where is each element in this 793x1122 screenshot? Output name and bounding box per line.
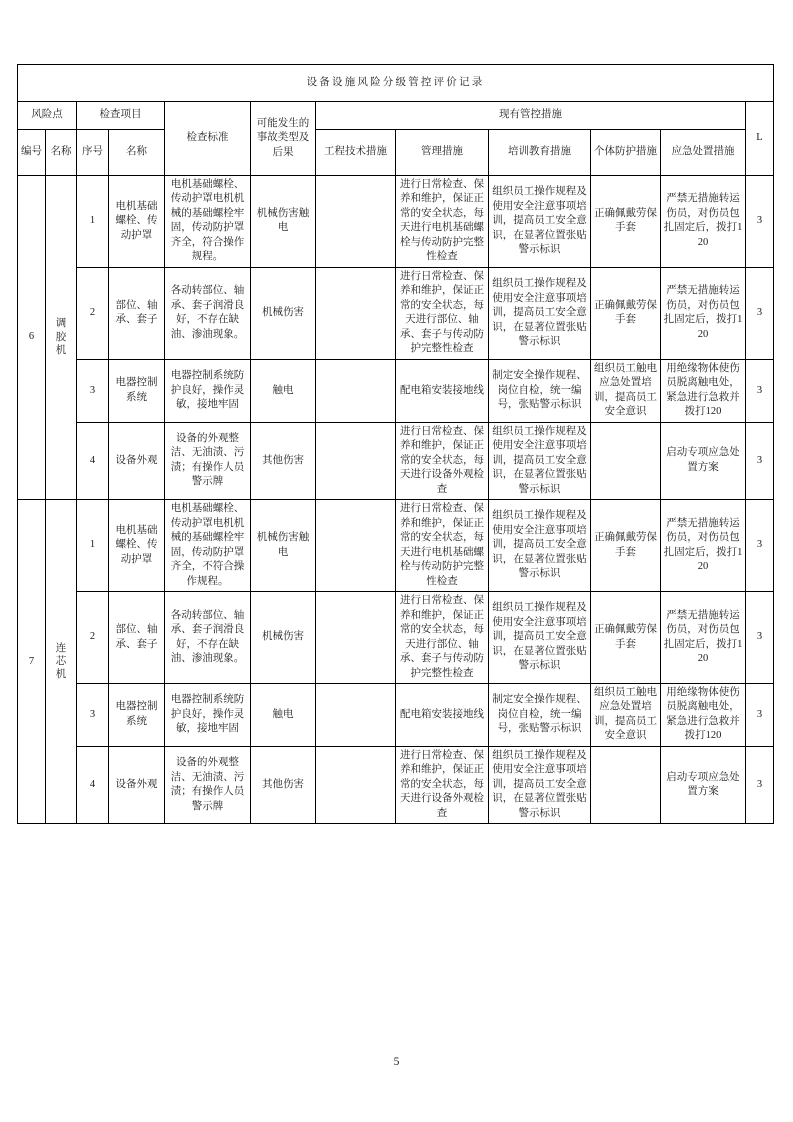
- table-row: [18, 746, 774, 823]
- row-item-name: 部位、轴承、套子: [109, 267, 165, 359]
- header-item-name: 名称: [109, 130, 165, 176]
- row-l-value: 3: [746, 746, 774, 823]
- page-number: 5: [393, 1056, 400, 1068]
- risk-point-name-char: 胶: [55, 331, 67, 343]
- row-training: 组织员工操作规程及使用安全注意事项培训，提高员工安全意识，在显著位置张贴警示标识: [489, 267, 591, 359]
- header-seq: 序号: [77, 130, 109, 176]
- row-item-name: 电机基础螺栓、传动护罩: [109, 176, 165, 268]
- header-name: 名称: [46, 130, 77, 176]
- header-risk-point: 风险点: [18, 102, 77, 130]
- row-standard: 电机基础螺栓、传动护罩电机机械的基础螺栓牢固，传动防护罩齐全，符合操作规程。: [165, 176, 251, 268]
- row-seq: 4: [77, 746, 109, 823]
- table-row: [18, 267, 774, 359]
- row-engineering: [316, 176, 396, 268]
- header-ppe: 个体防护措施: [591, 130, 661, 176]
- row-management: 进行日常检查、保养和维护，保证正常的安全状态，每天进行设备外观检查: [396, 422, 489, 499]
- row-training: 制定安全操作规程、岗位自检，统一编号，张贴警示标识: [489, 683, 591, 746]
- record-sheet: [17, 64, 773, 824]
- row-standard: 电器控制系统防护良好，操作灵敏，接地牢固: [165, 683, 251, 746]
- row-ppe: 正确佩戴劳保手套: [591, 592, 661, 684]
- row-engineering: [316, 359, 396, 422]
- row-l-value: 3: [746, 267, 774, 359]
- row-l-value: 3: [746, 359, 774, 422]
- header-engineering: 工程技术措施: [316, 130, 396, 176]
- row-ppe: 正确佩戴劳保手套: [591, 500, 661, 592]
- row-training: 组织员工操作规程及使用安全注意事项培训，提高员工安全意识，在显著位置张贴警示标识: [489, 592, 591, 684]
- row-item-name: 电机基础螺栓、传动护罩: [109, 500, 165, 592]
- header-existing-controls: 现有管控措施: [316, 102, 746, 130]
- row-emergency: 用绝缘物体使伤员脱离触电处，紧急进行急救并拨打120: [661, 359, 746, 422]
- row-l-value: 3: [746, 422, 774, 499]
- risk-point-name-char: 机: [55, 669, 67, 681]
- row-emergency: 严禁无措施转运伤员，对伤员包扎固定后，拨打120: [661, 592, 746, 684]
- row-standard: 设备的外观整洁、无油渍、污渍；有操作人员警示牌: [165, 422, 251, 499]
- row-ppe: 组织员工触电应急处置培训，提高员工安全意识: [591, 683, 661, 746]
- row-l-value: 3: [746, 683, 774, 746]
- row-ppe: [591, 746, 661, 823]
- row-accident: 其他伤害: [251, 422, 316, 499]
- row-seq: 3: [77, 683, 109, 746]
- row-management: 进行日常检查、保养和维护，保证正常的安全状态，每天进行设备外观检查: [396, 746, 489, 823]
- risk-point-name: [46, 176, 77, 500]
- row-management: 进行日常检查、保养和维护，保证正常的安全状态，每天进行电机基础螺栓与传动防护完整性检查: [396, 176, 489, 268]
- header-group-row: [18, 102, 774, 130]
- row-engineering: [316, 746, 396, 823]
- row-accident: 机械伤害: [251, 267, 316, 359]
- row-seq: 1: [77, 176, 109, 268]
- row-emergency: 用绝缘物体使伤员脱离触电处，紧急进行急救并拨打120: [661, 683, 746, 746]
- risk-point-code: 6: [18, 176, 46, 500]
- row-emergency: 严禁无措施转运伤员，对伤员包扎固定后，拨打120: [661, 176, 746, 268]
- header-standard: 检查标准: [165, 102, 251, 176]
- row-emergency: 严禁无措施转运伤员，对伤员包扎固定后，拨打120: [661, 267, 746, 359]
- row-ppe: [591, 422, 661, 499]
- table-row: [18, 176, 774, 268]
- row-management: 进行日常检查、保养和维护，保证正常的安全状态，每天进行电机基础螺栓与传动防护完整性检查: [396, 500, 489, 592]
- row-training: 组织员工操作规程及使用安全注意事项培训，提高员工安全意识，在显著位置张贴警示标识: [489, 422, 591, 499]
- row-engineering: [316, 592, 396, 684]
- row-ppe: 正确佩戴劳保手套: [591, 267, 661, 359]
- row-standard: 设备的外观整洁、无油渍、污渍；有操作人员警示牌: [165, 746, 251, 823]
- row-item-name: 电器控制系统: [109, 359, 165, 422]
- risk-point-code: 7: [18, 500, 46, 824]
- table-header: [18, 65, 774, 176]
- row-accident: 机械伤害触电: [251, 176, 316, 268]
- row-standard: 各动转部位、轴承、套子润滑良好，不存在缺油、渗油现象。: [165, 592, 251, 684]
- row-seq: 2: [77, 267, 109, 359]
- header-management: 管理措施: [396, 130, 489, 176]
- row-accident: 其他伤害: [251, 746, 316, 823]
- row-training: 组织员工操作规程及使用安全注意事项培训，提高员工安全意识，在显著位置张贴警示标识: [489, 176, 591, 268]
- row-training: 制定安全操作规程、岗位自检，统一编号，张贴警示标识: [489, 359, 591, 422]
- header-check-item: 检查项目: [77, 102, 165, 130]
- row-seq: 2: [77, 592, 109, 684]
- row-standard: 电器控制系统防护良好，操作灵敏，接地牢固: [165, 359, 251, 422]
- row-item-name: 电器控制系统: [109, 683, 165, 746]
- row-training: 组织员工操作规程及使用安全注意事项培训，提高员工安全意识，在显著位置张贴警示标识: [489, 500, 591, 592]
- row-accident: 机械伤害: [251, 592, 316, 684]
- header-sub-row: [18, 130, 774, 176]
- risk-point-name-char: 机: [55, 345, 67, 357]
- row-l-value: 3: [746, 176, 774, 268]
- row-management: 进行日常检查、保养和维护，保证正常的安全状态，每天进行部位、轴承、套子与传动防护完整性检查: [396, 592, 489, 684]
- row-standard: 电机基础螺栓、传动护罩电机机械的基础螺栓牢固，传动防护罩齐全，不符合操作规程。: [165, 500, 251, 592]
- row-engineering: [316, 500, 396, 592]
- header-training: 培训教育措施: [489, 130, 591, 176]
- row-accident: 触电: [251, 359, 316, 422]
- row-seq: 3: [77, 359, 109, 422]
- row-management: 进行日常检查、保养和维护，保证正常的安全状态，每天进行部位、轴承、套子与传动防护完整性检查: [396, 267, 489, 359]
- row-management: 配电箱安装接地线: [396, 683, 489, 746]
- risk-point-name: [46, 500, 77, 824]
- row-engineering: [316, 683, 396, 746]
- header-l: L: [746, 102, 774, 176]
- row-l-value: 3: [746, 500, 774, 592]
- table-row: [18, 500, 774, 592]
- row-emergency: 启动专项应急处置方案: [661, 422, 746, 499]
- header-emergency: 应急处置措施: [661, 130, 746, 176]
- header-accident-type: 可能发生的事故类型及后果: [251, 102, 316, 176]
- row-seq: 4: [77, 422, 109, 499]
- risk-point-name-char: 调: [55, 318, 67, 330]
- risk-control-table: [17, 64, 774, 824]
- row-standard: 各动转部位、轴承、套子润滑良好，不存在缺油、渗油现象。: [165, 267, 251, 359]
- title-row: [18, 65, 774, 102]
- row-item-name: 部位、轴承、套子: [109, 592, 165, 684]
- row-engineering: [316, 267, 396, 359]
- row-ppe: 正确佩戴劳保手套: [591, 176, 661, 268]
- table-row: [18, 592, 774, 684]
- row-emergency: 严禁无措施转运伤员，对伤员包扎固定后，拨打120: [661, 500, 746, 592]
- table-row: [18, 422, 774, 499]
- row-management: 配电箱安装接地线: [396, 359, 489, 422]
- row-accident: 触电: [251, 683, 316, 746]
- table-body: [18, 176, 774, 824]
- row-l-value: 3: [746, 592, 774, 684]
- row-ppe: 组织员工触电应急处置培训，提高员工安全意识: [591, 359, 661, 422]
- row-engineering: [316, 422, 396, 499]
- table-row: [18, 359, 774, 422]
- document-title: 设备设施风险分级管控评价记录: [18, 65, 774, 102]
- row-seq: 1: [77, 500, 109, 592]
- row-emergency: 启动专项应急处置方案: [661, 746, 746, 823]
- row-accident: 机械伤害触电: [251, 500, 316, 592]
- header-code: 编号: [18, 130, 46, 176]
- row-training: 组织员工操作规程及使用安全注意事项培训，提高员工安全意识，在显著位置张贴警示标识: [489, 746, 591, 823]
- row-item-name: 设备外观: [109, 422, 165, 499]
- row-item-name: 设备外观: [109, 746, 165, 823]
- risk-point-name-char: 连: [55, 642, 67, 654]
- table-row: [18, 683, 774, 746]
- risk-point-name-char: 芯: [55, 656, 67, 668]
